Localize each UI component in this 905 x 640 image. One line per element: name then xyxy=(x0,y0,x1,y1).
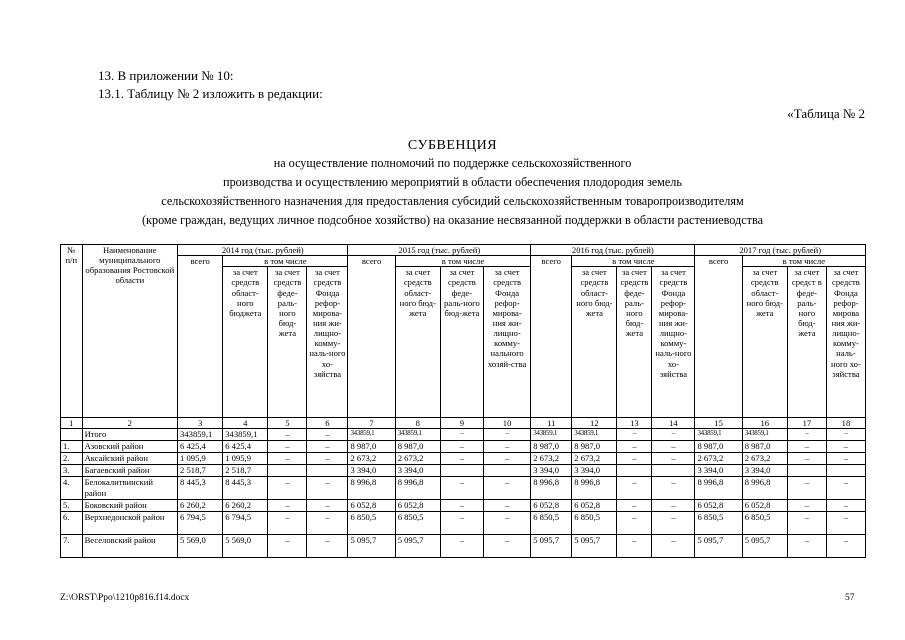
value-cell: 2 673,2 xyxy=(531,453,572,465)
subtitle-line-2: производства и осуществлению мероприятий в области обеспечения плодородия земель xyxy=(223,175,682,189)
col-num-12: 12 xyxy=(572,418,617,429)
value-cell: – xyxy=(787,512,826,535)
value-cell: 343859,1 xyxy=(695,429,742,441)
subtitle-line-4: (кроме граждан, ведущих личное подсобное хозяйство) на оказание несвязанной поддержки в области растениеводства xyxy=(142,213,763,227)
table-row xyxy=(61,512,866,535)
value-cell: 6 052,8 xyxy=(348,500,395,512)
value-cell: 5 095,7 xyxy=(695,535,742,558)
municipality-name: Азовский район xyxy=(82,441,177,453)
value-cell: 5 569,0 xyxy=(223,535,268,558)
col-num-3: 3 xyxy=(178,418,223,429)
value-cell: 8 987,0 xyxy=(742,441,787,453)
value-cell: 2 673,2 xyxy=(395,453,440,465)
value-cell: – xyxy=(440,535,483,558)
value-cell: 3 394,0 xyxy=(348,465,395,477)
document-title: СУБВЕНЦИЯ xyxy=(407,138,498,153)
col-num-13: 13 xyxy=(617,418,652,429)
header-federal-2015: за счет средств феде-раль-ного бюд-жета xyxy=(440,267,483,418)
value-cell: – xyxy=(268,535,307,558)
value-cell: 2 673,2 xyxy=(695,453,742,465)
municipality-name: Итого xyxy=(82,429,177,441)
intro-line-2: 13.1. Таблицу № 2 изложить в редакции: xyxy=(98,86,323,101)
value-cell: – xyxy=(826,429,865,441)
value-cell: – xyxy=(268,512,307,535)
value-cell: 6 850,5 xyxy=(348,512,395,535)
value-cell: – xyxy=(268,477,307,500)
table-row xyxy=(61,453,866,465)
col-num-2: 2 xyxy=(82,418,177,429)
municipality-name: Багаевский район xyxy=(82,465,177,477)
value-cell: – xyxy=(268,441,307,453)
value-cell: – xyxy=(787,535,826,558)
header-federal-2016: за счет средств феде-раль-ного бюд-жета xyxy=(617,267,652,418)
value-cell: 2 673,2 xyxy=(572,453,617,465)
col-num-9: 9 xyxy=(440,418,483,429)
col-num-6: 6 xyxy=(307,418,348,429)
header-regional-2015: за счет средств област-ного бюд-жета xyxy=(395,267,440,418)
value-cell: 6 052,8 xyxy=(742,500,787,512)
col-num-1: 1 xyxy=(61,418,83,429)
value-cell: 8 996,8 xyxy=(531,477,572,500)
value-cell: 6 425,4 xyxy=(223,441,268,453)
table-body xyxy=(61,429,866,558)
value-cell: – xyxy=(307,429,348,441)
subtitle-line-3: сельскохозяйственного назначения для предоставления субсидий сельскохозяйственным товаропроизводителям xyxy=(161,194,744,208)
value-cell: – xyxy=(483,512,530,535)
header-federal-2014: за счет средств феде-раль-ного бюд-жета xyxy=(268,267,307,418)
value-cell: – xyxy=(826,535,865,558)
row-number: 1. xyxy=(61,441,83,453)
col-num-15: 15 xyxy=(695,418,742,429)
header-name: Наименование муниципального образования Ростовской области xyxy=(82,245,177,418)
value-cell: – xyxy=(826,500,865,512)
table-number: «Таблица № 2 xyxy=(787,106,865,121)
value-cell: – xyxy=(617,500,652,512)
value-cell: – xyxy=(787,500,826,512)
row-number: 6. xyxy=(61,512,83,535)
value-cell: 3 394,0 xyxy=(531,465,572,477)
value-cell: – xyxy=(483,500,530,512)
footer-page-number: 57 xyxy=(845,593,855,603)
value-cell: 6 052,8 xyxy=(572,500,617,512)
value-cell: – xyxy=(268,453,307,465)
header-fund-2016: за счет средств Фонда рефор-мирова-ния жи-лищно-комму-наль-ного хо-зяйства xyxy=(652,267,695,418)
header-regional-2014: за счет средств област-ного бюджета xyxy=(223,267,268,418)
value-cell: – xyxy=(826,441,865,453)
row-number: 7. xyxy=(61,535,83,558)
value-cell: 3 394,0 xyxy=(695,465,742,477)
municipality-name: Белокалитвинский район xyxy=(82,477,177,500)
value-cell: – xyxy=(826,477,865,500)
header-federal-2017: за счет средст в феде-раль-ного бюд-жета xyxy=(787,267,826,418)
value-cell: – xyxy=(440,429,483,441)
header-including-2014: в том числе xyxy=(223,256,348,267)
footer-file-path: Z:\ORST\Ppo\1210p816.f14.docx xyxy=(60,593,190,603)
value-cell: 6 425,4 xyxy=(178,441,223,453)
municipality-name: Аксайский район xyxy=(82,453,177,465)
value-cell: – xyxy=(440,500,483,512)
value-cell: 343859,1 xyxy=(223,429,268,441)
col-num-18: 18 xyxy=(826,418,865,429)
header-total-2015: всего xyxy=(348,256,395,418)
municipality-name: Веселовский район xyxy=(82,535,177,558)
header-row-split xyxy=(61,256,866,267)
value-cell: 6 850,5 xyxy=(742,512,787,535)
value-cell: 5 095,7 xyxy=(395,535,440,558)
value-cell: 1 095,9 xyxy=(223,453,268,465)
value-cell: 8 996,8 xyxy=(742,477,787,500)
subtitle-line-1: на осуществление полномочий по поддержке сельскохозяйственного xyxy=(273,156,632,170)
row-number xyxy=(61,429,83,441)
col-num-16: 16 xyxy=(742,418,787,429)
value-cell xyxy=(483,465,530,477)
col-num-8: 8 xyxy=(395,418,440,429)
value-cell: – xyxy=(307,477,348,500)
header-including-2015: в том числе xyxy=(395,256,531,267)
value-cell: 2 518,7 xyxy=(223,465,268,477)
value-cell: 6 850,5 xyxy=(695,512,742,535)
value-cell: – xyxy=(617,512,652,535)
value-cell: – xyxy=(652,477,695,500)
value-cell: 343859,1 xyxy=(742,429,787,441)
value-cell: 6 850,5 xyxy=(395,512,440,535)
value-cell: – xyxy=(617,453,652,465)
value-cell: 5 095,7 xyxy=(742,535,787,558)
value-cell: 8 996,8 xyxy=(348,477,395,500)
col-num-17: 17 xyxy=(787,418,826,429)
value-cell: – xyxy=(307,441,348,453)
table-row xyxy=(61,500,866,512)
value-cell: – xyxy=(652,441,695,453)
value-cell: 8 987,0 xyxy=(572,441,617,453)
value-cell xyxy=(617,465,652,477)
value-cell: 343859,1 xyxy=(572,429,617,441)
value-cell: 3 394,0 xyxy=(572,465,617,477)
value-cell: 6 052,8 xyxy=(531,500,572,512)
value-cell: 5 095,7 xyxy=(572,535,617,558)
value-cell: – xyxy=(652,500,695,512)
value-cell: 8 987,0 xyxy=(348,441,395,453)
value-cell: – xyxy=(483,477,530,500)
value-cell: – xyxy=(787,477,826,500)
value-cell xyxy=(307,465,348,477)
municipality-name: Боковский район xyxy=(82,500,177,512)
value-cell: 5 095,7 xyxy=(348,535,395,558)
value-cell: 2 673,2 xyxy=(742,453,787,465)
row-number: 5. xyxy=(61,500,83,512)
header-year-2015: 2015 год (тыс. рублей) xyxy=(348,245,531,256)
table-row xyxy=(61,465,866,477)
header-row-years xyxy=(61,245,866,256)
table-row xyxy=(61,441,866,453)
value-cell: 6 850,5 xyxy=(572,512,617,535)
value-cell: – xyxy=(652,535,695,558)
col-num-4: 4 xyxy=(223,418,268,429)
table-row xyxy=(61,535,866,558)
value-cell xyxy=(652,465,695,477)
value-cell xyxy=(787,465,826,477)
value-cell: – xyxy=(483,429,530,441)
value-cell: 8 445,3 xyxy=(178,477,223,500)
value-cell: – xyxy=(826,453,865,465)
value-cell xyxy=(268,465,307,477)
value-cell: – xyxy=(440,441,483,453)
value-cell: 8 996,8 xyxy=(695,477,742,500)
column-number-row xyxy=(61,418,866,429)
value-cell: 8 987,0 xyxy=(395,441,440,453)
value-cell: – xyxy=(617,429,652,441)
row-number: 3. xyxy=(61,465,83,477)
value-cell: – xyxy=(617,441,652,453)
header-regional-2016: за счет средств област-ного бюд-жета xyxy=(572,267,617,418)
value-cell: 343859,1 xyxy=(395,429,440,441)
value-cell: – xyxy=(483,453,530,465)
value-cell: 8 996,8 xyxy=(395,477,440,500)
table-row xyxy=(61,477,866,500)
value-cell: 6 052,8 xyxy=(695,500,742,512)
value-cell: 6 260,2 xyxy=(223,500,268,512)
header-including-2016: в том числе xyxy=(572,256,695,267)
value-cell: – xyxy=(307,535,348,558)
header-year-2016: 2016 год (тыс. рублей) xyxy=(531,245,695,256)
col-num-11: 11 xyxy=(531,418,572,429)
value-cell: – xyxy=(787,429,826,441)
value-cell: – xyxy=(652,453,695,465)
value-cell: 1 095,9 xyxy=(178,453,223,465)
header-regional-2017: за счет средств област-ного бюд-жета xyxy=(742,267,787,418)
table-row xyxy=(61,429,866,441)
row-number: 4. xyxy=(61,477,83,500)
value-cell: – xyxy=(652,512,695,535)
value-cell: – xyxy=(617,477,652,500)
header-no: № п/п xyxy=(61,245,83,418)
value-cell: – xyxy=(307,500,348,512)
value-cell: – xyxy=(483,535,530,558)
col-num-5: 5 xyxy=(268,418,307,429)
intro-line-1: 13. В приложении № 10: xyxy=(98,68,234,83)
value-cell: – xyxy=(787,441,826,453)
value-cell: 6 794,5 xyxy=(223,512,268,535)
value-cell: 2 518,7 xyxy=(178,465,223,477)
value-cell xyxy=(826,465,865,477)
value-cell xyxy=(440,465,483,477)
value-cell: 6 260,2 xyxy=(178,500,223,512)
value-cell: 3 394,0 xyxy=(742,465,787,477)
header-year-2017: 2017 год (тыс. рублей) xyxy=(695,245,866,256)
value-cell: – xyxy=(440,512,483,535)
value-cell: 6 850,5 xyxy=(531,512,572,535)
header-total-2016: всего xyxy=(531,256,572,418)
row-number: 2. xyxy=(61,453,83,465)
col-num-7: 7 xyxy=(348,418,395,429)
header-fund-2017: за счет средств Фонда рефор-мирова ния жи-лищно-комму-наль-ного хо-зяйства xyxy=(826,267,865,418)
value-cell: – xyxy=(652,429,695,441)
value-cell: 8 987,0 xyxy=(531,441,572,453)
value-cell: – xyxy=(617,535,652,558)
value-cell: 2 673,2 xyxy=(348,453,395,465)
value-cell: 343859,1 xyxy=(531,429,572,441)
value-cell: – xyxy=(787,453,826,465)
value-cell: – xyxy=(307,512,348,535)
value-cell: – xyxy=(826,512,865,535)
header-year-2014: 2014 год (тыс. рублей) xyxy=(178,245,348,256)
value-cell: – xyxy=(307,453,348,465)
value-cell: 8 445,3 xyxy=(223,477,268,500)
value-cell: 343859,1 xyxy=(348,429,395,441)
value-cell: – xyxy=(268,429,307,441)
value-cell: 5 095,7 xyxy=(531,535,572,558)
subvention-table xyxy=(60,244,866,558)
header-total-2014: всего xyxy=(178,256,223,418)
value-cell: 8 996,8 xyxy=(572,477,617,500)
header-total-2017: всего xyxy=(695,256,742,418)
value-cell: 6 794,5 xyxy=(178,512,223,535)
value-cell: 8 987,0 xyxy=(695,441,742,453)
col-num-10: 10 xyxy=(483,418,530,429)
header-fund-2015: за счет средств Фонда рефор-мирова-ния жи-лищно-комму-нального хозяй-ства xyxy=(483,267,530,418)
value-cell: 5 569,0 xyxy=(178,535,223,558)
value-cell: 6 052,8 xyxy=(395,500,440,512)
value-cell: – xyxy=(440,453,483,465)
header-fund-2014: за счет средств Фонда рефор-мирова-ния жи-лищно-комму-наль-ного хо-зяйства xyxy=(307,267,348,418)
municipality-name: Верхнедонской район xyxy=(82,512,177,535)
value-cell: 343859,1 xyxy=(178,429,223,441)
value-cell: 3 394,0 xyxy=(395,465,440,477)
value-cell: – xyxy=(440,477,483,500)
header-including-2017: в том числе xyxy=(742,256,865,267)
value-cell: – xyxy=(483,441,530,453)
col-num-14: 14 xyxy=(652,418,695,429)
value-cell: – xyxy=(268,500,307,512)
